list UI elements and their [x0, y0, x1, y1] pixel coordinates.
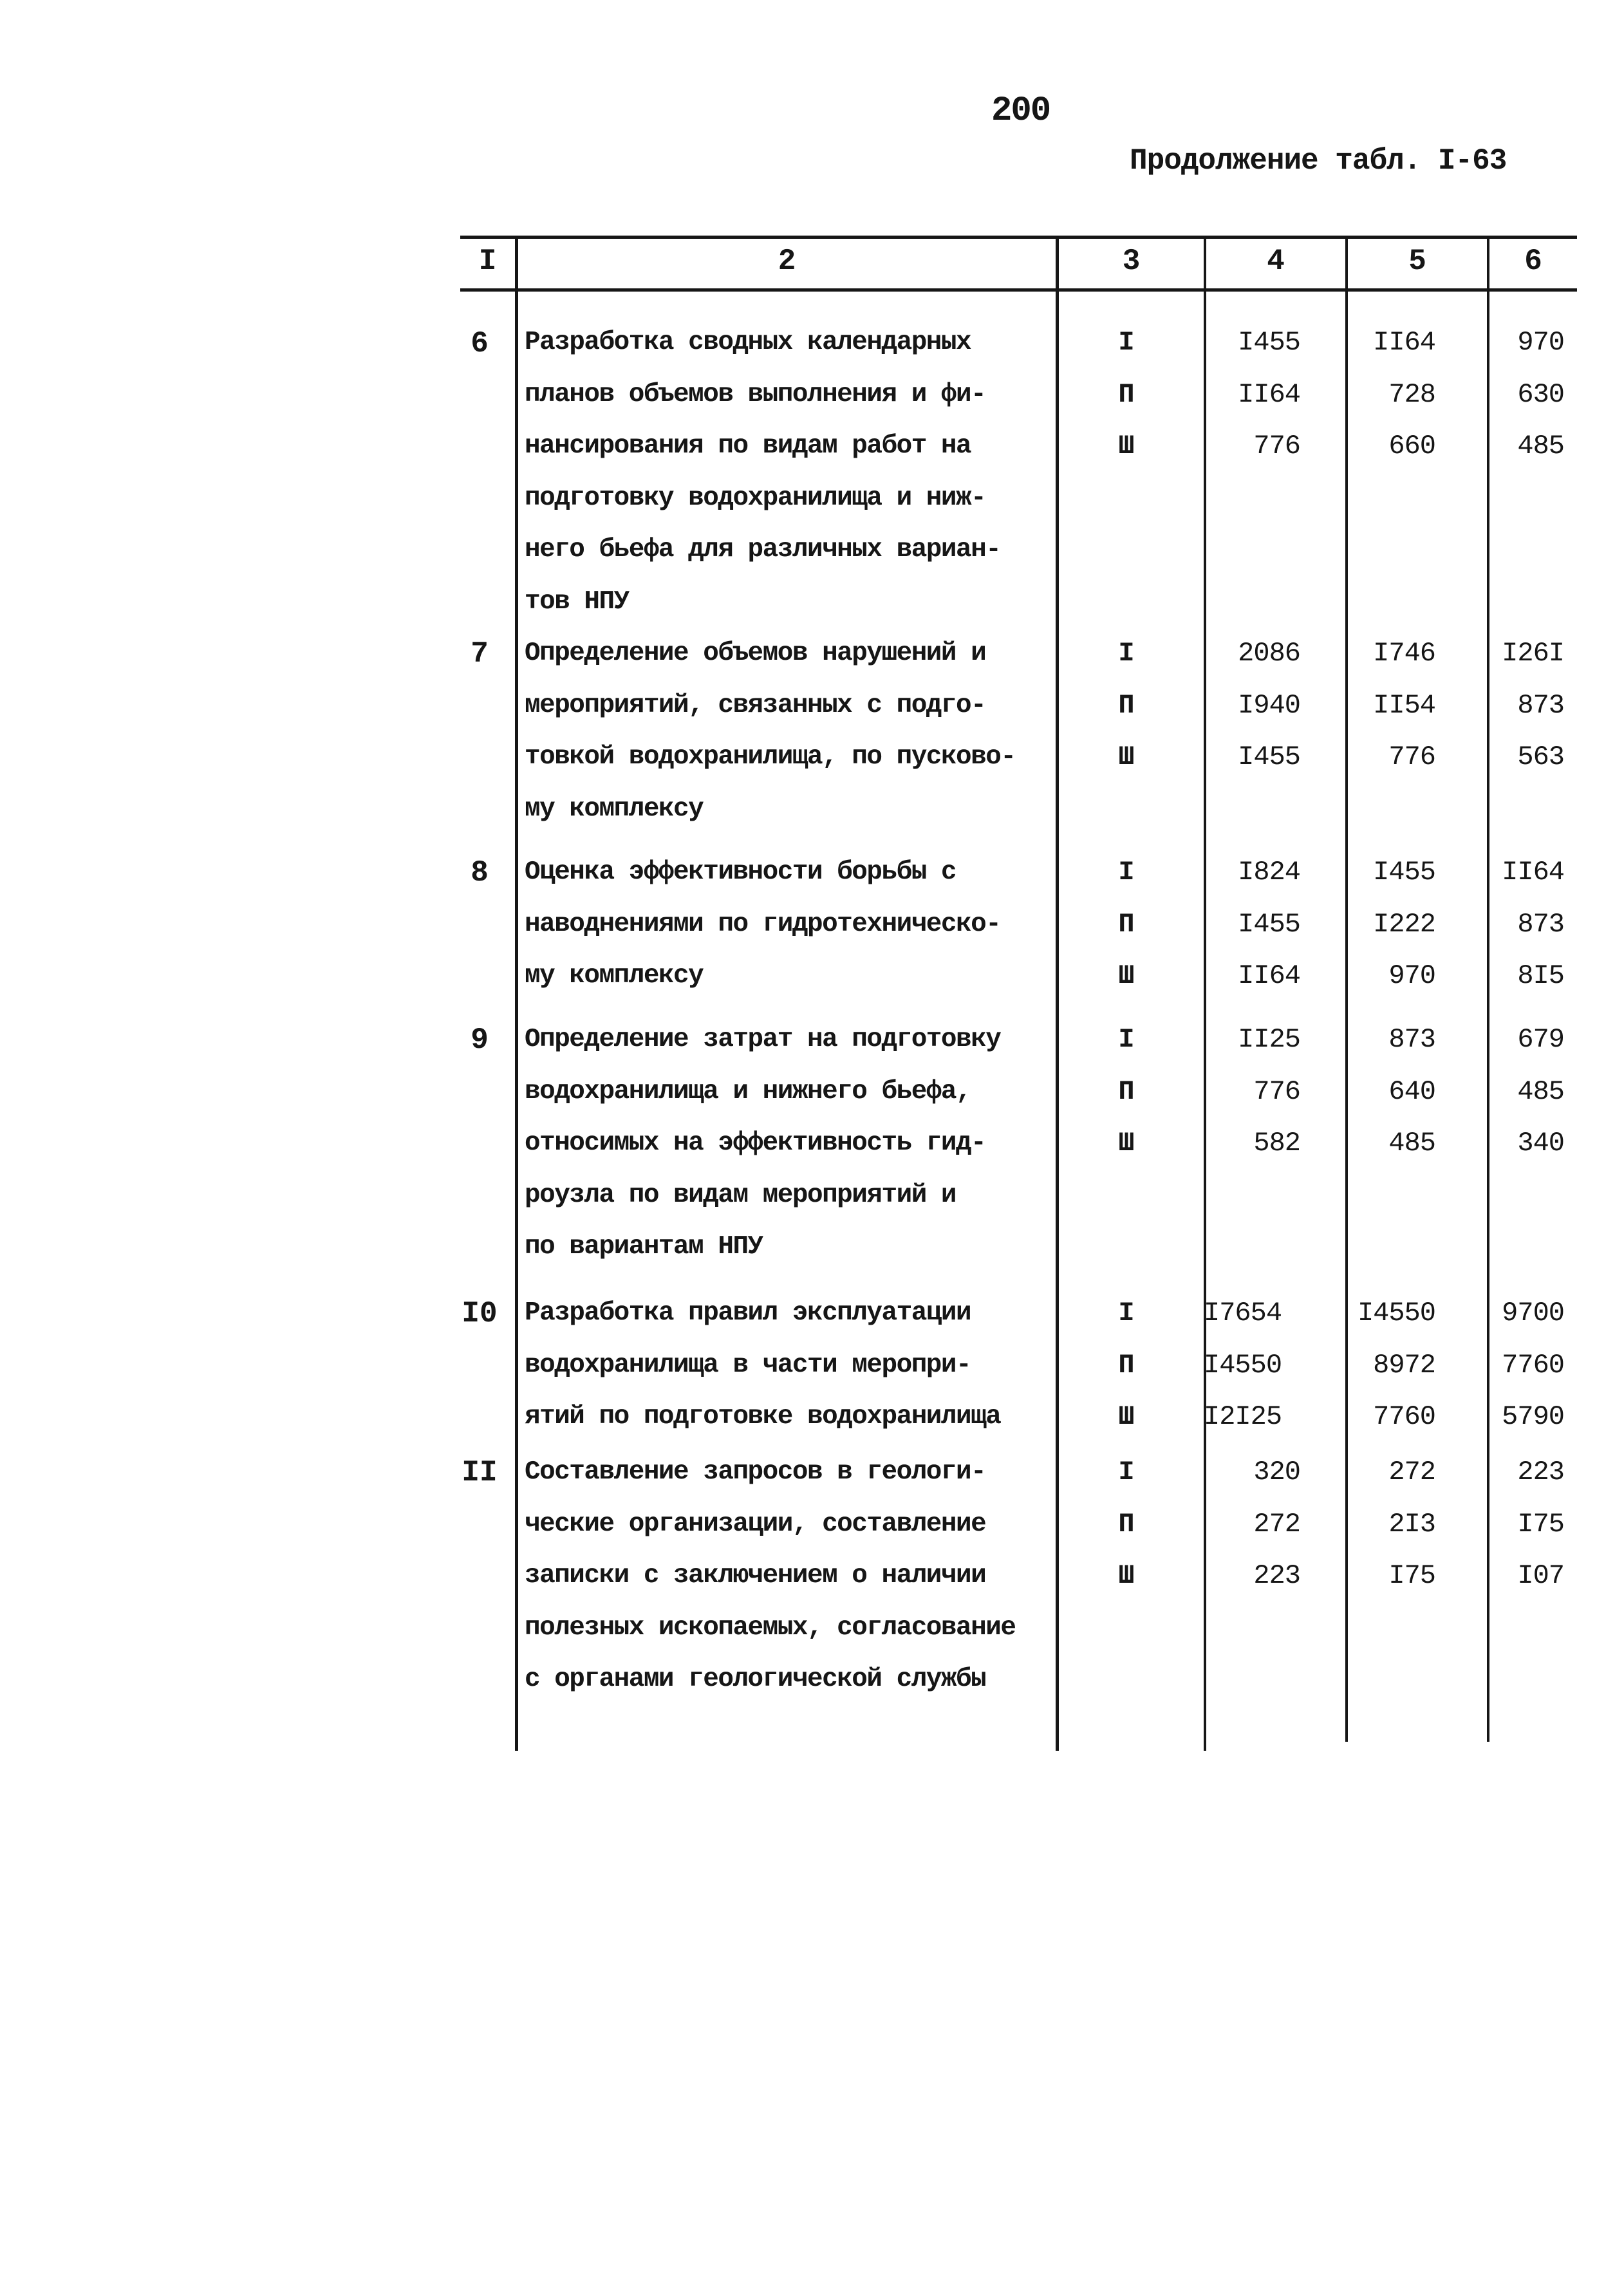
- values-col-6: [1435, 1446, 1564, 1602]
- values-col-6: [1435, 628, 1564, 783]
- value-cell: I2I25: [1204, 1401, 1282, 1432]
- description-line: тов НПУ: [525, 586, 629, 617]
- category: Ш: [1118, 742, 1135, 772]
- category: Ш: [1118, 1560, 1135, 1591]
- value-cell: I455: [1238, 327, 1300, 358]
- value-cell: II54: [1373, 689, 1435, 721]
- header-col-6: 6: [1524, 245, 1542, 278]
- values-col-5: [1307, 1287, 1435, 1443]
- row-description: [525, 628, 1065, 835]
- value-cell: 485: [1517, 1076, 1564, 1107]
- value-cell: 485: [1517, 431, 1564, 462]
- description-line: ятий по подготовке водохранилища: [525, 1402, 1001, 1432]
- description-line: полезных ископаемых, согласование: [525, 1612, 1016, 1643]
- page-number: 200: [991, 91, 1050, 131]
- row-number: 8: [471, 856, 489, 890]
- value-cell: 630: [1517, 378, 1564, 410]
- value-cell: 679: [1517, 1024, 1564, 1055]
- value-cell: 2086: [1238, 638, 1300, 669]
- value-cell: 582: [1253, 1128, 1300, 1159]
- category: I: [1118, 638, 1135, 669]
- header-col-2: 2: [778, 245, 796, 278]
- value-cell: II64: [1238, 960, 1300, 991]
- value-cell: 660: [1388, 431, 1435, 462]
- value-cell: I7654: [1204, 1298, 1282, 1329]
- row-number: 7: [471, 637, 489, 671]
- value-cell: II64: [1238, 378, 1300, 410]
- description-line: му комплексу: [525, 961, 704, 991]
- category: Ш: [1118, 431, 1135, 462]
- category: П: [1118, 1349, 1135, 1381]
- value-cell: 873: [1517, 689, 1564, 721]
- description-line: Разработка правил эксплуатации: [525, 1298, 971, 1328]
- description-line: него бьефа для различных вариан-: [525, 535, 1001, 564]
- category: I: [1118, 327, 1135, 358]
- value-cell: 7760: [1502, 1349, 1564, 1381]
- value-cell: 776: [1253, 1076, 1300, 1107]
- values-col-4: [1159, 1287, 1287, 1443]
- row-description: [525, 1287, 1065, 1443]
- row-description: [525, 846, 1065, 1002]
- description-line: ческие организации, составление: [525, 1509, 986, 1539]
- description-line: с органами геологической службы: [525, 1665, 986, 1694]
- description-line: наводнениями по гидротехническо-: [525, 909, 1001, 939]
- values-col-6: [1435, 1014, 1564, 1170]
- description-line: товкой водохранилища, по пусково-: [525, 742, 1016, 772]
- value-cell: 5790: [1502, 1401, 1564, 1432]
- description-line: Оценка эффективности борьбы с: [525, 857, 957, 887]
- header-col-5: 5: [1408, 245, 1426, 278]
- row-number: I0: [462, 1297, 498, 1330]
- value-cell: I4550: [1204, 1349, 1282, 1381]
- value-cell: II25: [1238, 1024, 1300, 1055]
- category: I: [1118, 1298, 1135, 1329]
- values-col-5: [1307, 1446, 1435, 1602]
- value-cell: 728: [1388, 378, 1435, 410]
- category: П: [1118, 689, 1135, 721]
- description-line: по вариантам НПУ: [525, 1232, 763, 1262]
- value-cell: I455: [1373, 857, 1435, 888]
- value-cell: II64: [1373, 327, 1435, 358]
- value-cell: I4550: [1357, 1298, 1435, 1329]
- row-number: II: [462, 1456, 498, 1489]
- value-cell: 970: [1517, 327, 1564, 358]
- description-line: Определение объемов нарушений и: [525, 639, 986, 668]
- table-header-rule: [460, 288, 1577, 292]
- row-number: 9: [471, 1023, 489, 1057]
- category-list: [1094, 846, 1159, 1002]
- category: I: [1118, 857, 1135, 888]
- value-cell: I75: [1517, 1508, 1564, 1540]
- description-line: Определение затрат на подготовку: [525, 1025, 1001, 1054]
- value-cell: I746: [1373, 638, 1435, 669]
- value-cell: II64: [1502, 857, 1564, 888]
- header-col-1: I: [478, 245, 497, 278]
- category: П: [1118, 378, 1135, 410]
- value-cell: 9700: [1502, 1298, 1564, 1329]
- description-line: записки с заключением о наличии: [525, 1561, 986, 1590]
- values-col-5: [1307, 628, 1435, 783]
- value-cell: I26I: [1502, 638, 1564, 669]
- values-col-5: [1307, 846, 1435, 1002]
- row-description: [525, 1014, 1065, 1273]
- category: I: [1118, 1024, 1135, 1055]
- value-cell: I455: [1238, 908, 1300, 940]
- value-cell: I940: [1238, 689, 1300, 721]
- description-line: водохранилища и нижнего бьефа,: [525, 1076, 971, 1106]
- header-col-4: 4: [1267, 245, 1285, 278]
- value-cell: 8I5: [1517, 960, 1564, 991]
- value-cell: 776: [1253, 431, 1300, 462]
- category-list: [1094, 317, 1159, 472]
- category: П: [1118, 1508, 1135, 1540]
- category-list: [1094, 1446, 1159, 1602]
- category: Ш: [1118, 1401, 1135, 1432]
- value-cell: 320: [1253, 1457, 1300, 1488]
- value-cell: I75: [1388, 1560, 1435, 1591]
- value-cell: 776: [1388, 742, 1435, 772]
- value-cell: I07: [1517, 1560, 1564, 1591]
- description-line: Составление запросов в геологи-: [525, 1457, 986, 1487]
- value-cell: 970: [1388, 960, 1435, 991]
- value-cell: 7760: [1373, 1401, 1435, 1432]
- value-cell: 223: [1517, 1457, 1564, 1488]
- value-cell: 873: [1517, 908, 1564, 940]
- description-line: мероприятий, связанных с подго-: [525, 690, 986, 720]
- value-cell: I455: [1238, 742, 1300, 772]
- values-col-6: [1435, 1287, 1564, 1443]
- value-cell: 873: [1388, 1024, 1435, 1055]
- description-line: му комплексу: [525, 794, 704, 824]
- values-col-5: [1307, 1014, 1435, 1170]
- values-col-5: [1307, 317, 1435, 472]
- description-line: планов объемов выполнения и фи-: [525, 379, 986, 409]
- row-description: [525, 1446, 1065, 1706]
- description-line: водохранилища в части меропри-: [525, 1350, 971, 1380]
- value-cell: 272: [1388, 1457, 1435, 1488]
- row-number: 6: [471, 327, 489, 360]
- description-line: роузла по видам мероприятий и: [525, 1180, 957, 1210]
- row-description: [525, 317, 1065, 628]
- description-line: Разработка сводных календарных: [525, 328, 971, 357]
- table-caption: Продолжение табл. I-63: [1130, 144, 1507, 178]
- values-col-4: [1171, 846, 1300, 1002]
- description-line: подготовку водохранилища и ниж-: [525, 483, 986, 513]
- values-col-4: [1171, 317, 1300, 472]
- category: I: [1118, 1457, 1135, 1488]
- values-col-4: [1171, 1014, 1300, 1170]
- value-cell: I222: [1373, 908, 1435, 940]
- category-list: [1094, 1014, 1159, 1170]
- value-cell: 223: [1253, 1560, 1300, 1591]
- value-cell: 563: [1517, 742, 1564, 772]
- value-cell: 8972: [1373, 1349, 1435, 1381]
- category: П: [1118, 908, 1135, 940]
- category-list: [1094, 628, 1159, 783]
- header-col-3: 3: [1122, 245, 1141, 278]
- category: Ш: [1118, 1128, 1135, 1159]
- values-col-6: [1435, 317, 1564, 472]
- category: П: [1118, 1076, 1135, 1107]
- description-line: нансирования по видам работ на: [525, 431, 971, 461]
- value-cell: 640: [1388, 1076, 1435, 1107]
- value-cell: 485: [1388, 1128, 1435, 1159]
- table-top-rule: [460, 236, 1577, 239]
- category-list: [1094, 1287, 1159, 1443]
- column-rule: [515, 236, 518, 1751]
- value-cell: 2I3: [1388, 1508, 1435, 1540]
- category: Ш: [1118, 960, 1135, 991]
- value-cell: I824: [1238, 857, 1300, 888]
- value-cell: 272: [1253, 1508, 1300, 1540]
- description-line: относимых на эффективность гид-: [525, 1128, 986, 1158]
- values-col-4: [1171, 628, 1300, 783]
- values-col-6: [1435, 846, 1564, 1002]
- values-col-4: [1171, 1446, 1300, 1602]
- value-cell: 340: [1517, 1128, 1564, 1159]
